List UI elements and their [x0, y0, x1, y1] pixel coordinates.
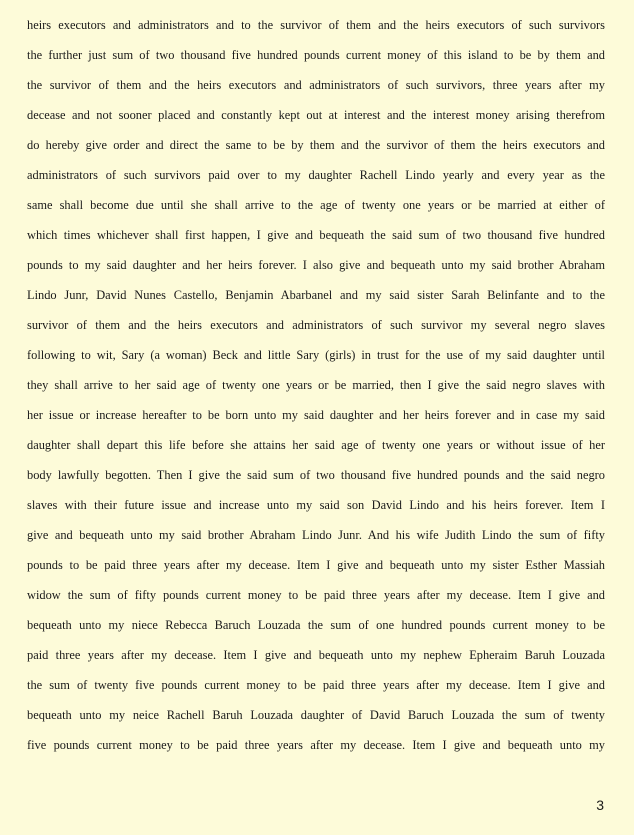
text-line-7: same shall become due until she shall arrive to the age of twenty one years or be married at either of — [27, 198, 605, 212]
text-line-3: the survivor of them and the heirs executors and administrators of such survivors, three years after my — [27, 78, 605, 92]
text-line-9: pounds to my said daughter and her heirs forever. I also give and bequeath unto my said brother Abraham — [27, 258, 605, 272]
text-line-12: following to wit, Sary (a woman) Beck and little Sary (girls) in trust for the use of my said daughter until — [27, 348, 605, 362]
text-line-16: body lawfully begotten. Then I give the said sum of two thousand five hundred pounds and the said negro — [27, 468, 605, 482]
text-line-2: the further just sum of two thousand five hundred pounds current money of this island to be by them and — [27, 48, 605, 62]
text-line-1: heirs executors and administrators and to the survivor of them and the heirs executors of such survivors — [27, 18, 605, 32]
text-line-18: give and bequeath unto my said brother Abraham Lindo Junr. And his wife Judith Lindo the sum of fifty — [27, 528, 605, 542]
text-line-17: slaves with their future issue and increase unto my said son David Lindo and his heirs forever. Item I — [27, 498, 605, 512]
text-line-8: which times whichever shall first happen, I give and bequeath the said sum of two thousand five hundred — [27, 228, 605, 242]
will-text-body — [27, 10, 605, 760]
text-line-15: daughter shall depart this life before she attains her said age of twenty one years or without issue of her — [27, 438, 605, 452]
text-line-5: do hereby give order and direct the same to be by them and the survivor of them the heirs executors and — [27, 138, 605, 152]
text-line-11: survivor of them and the heirs executors and administrators of such survivor my several negro slaves — [27, 318, 605, 332]
text-line-23: the sum of twenty five pounds current money to be paid three years after my decease. Item I give and — [27, 678, 605, 692]
text-line-13: they shall arrive to her said age of twenty one years or be married, then I give the said negro slaves with — [27, 378, 605, 392]
text-line-10: Lindo Junr, David Nunes Castello, Benjamin Abarbanel and my said sister Sarah Belinfante and to the — [27, 288, 605, 302]
text-line-6: administrators of such survivors paid over to my daughter Rachell Lindo yearly and every year as the — [27, 168, 605, 182]
text-line-25: five pounds current money to be paid three years after my decease. Item I give and bequeath unto my — [27, 738, 605, 752]
text-line-14: her issue or increase hereafter to be born unto my said daughter and her heirs forever and in case my said — [27, 408, 605, 422]
text-line-24: bequeath unto my neice Rachell Baruh Louzada daughter of David Baruch Louzada the sum of twenty — [27, 708, 605, 722]
text-line-21: bequeath unto my niece Rebecca Baruch Louzada the sum of one hundred pounds current money to be — [27, 618, 605, 632]
text-line-4: decease and not sooner placed and constantly kept out at interest and the interest money arising therefrom — [27, 108, 605, 122]
text-line-22: paid three years after my decease. Item I give and bequeath unto my nephew Epheraim Baruh Louzada — [27, 648, 605, 662]
text-line-20: widow the sum of fifty pounds current money to be paid three years after my decease. Item I give and — [27, 588, 605, 602]
page-number: 3 — [596, 797, 604, 813]
text-line-19: pounds to be paid three years after my decease. Item I give and bequeath unto my sister Esther Massiah — [27, 558, 605, 572]
